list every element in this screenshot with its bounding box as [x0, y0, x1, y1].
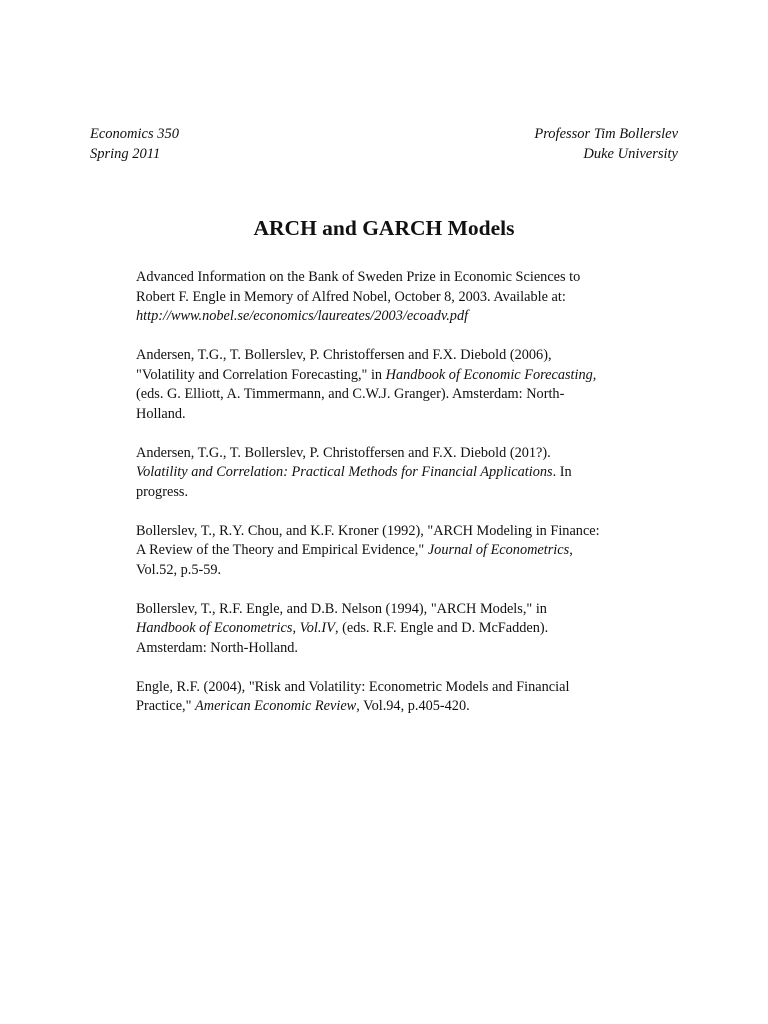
reference-text: A Review of the Theory and Empirical Evidence,": [136, 542, 428, 558]
institution-name: Duke University: [583, 146, 678, 162]
reference-text: Andersen, T.G., T. Bollerslev, P. Christoffersen and F.X. Diebold (201?).: [136, 444, 551, 461]
reference-text: Vol.52, p.5-59.: [136, 561, 222, 578]
course-name: Economics 350: [90, 126, 179, 142]
reference-text: Robert F. Engle in Memory of Alfred Nobel, October 8, 2003. Available at:: [136, 288, 566, 305]
reference-italic-text: Journal of Econometrics: [427, 542, 570, 558]
reference-line: [136, 366, 676, 386]
reference-text: Amsterdam: North-Holland.: [136, 639, 298, 656]
course-term: Spring 2011: [90, 146, 161, 162]
reference-text: Advanced Information on the Bank of Sweden Prize in Economic Sciences to: [136, 269, 581, 285]
reference-line: [136, 678, 676, 698]
reference-italic-text: Handbook of Economic Forecasting: [385, 366, 593, 383]
reference-line: [136, 561, 676, 581]
instructor-info: [534, 124, 678, 164]
reference-text: Bollerslev, T., R.F. Engle, and D.B. Nelson (1994), "ARCH Models," in: [136, 600, 547, 617]
reference-line: [136, 268, 676, 288]
reference-line: [136, 405, 676, 425]
reference-italic-text: American Economic Review: [195, 698, 357, 714]
reference-italic-text: http://www.nobel.se/economics/laureates/2003/ecoadv.pdf: [136, 308, 469, 324]
reference-line: [136, 288, 676, 308]
reference-text: Practice,": [136, 698, 196, 714]
reference-text: Engle, R.F. (2004), "Risk and Volatility: Econometric Models and Financial: [136, 678, 570, 695]
reference-list: [136, 268, 676, 736]
reference-line: [136, 619, 676, 639]
reference-line: [136, 600, 676, 620]
reference-text: , Vol.94, p.405-420.: [356, 698, 470, 714]
course-info: [90, 124, 179, 164]
reference-text: Holland.: [136, 405, 186, 422]
reference-line: [136, 697, 676, 717]
reference-line: [136, 346, 676, 366]
reference-entry: [136, 268, 676, 327]
reference-entry: [136, 346, 676, 424]
reference-text: "Volatility and Correlation Forecasting," in: [136, 366, 386, 383]
reference-text: , (eds. R.F. Engle and D. McFadden).: [334, 620, 549, 636]
instructor-name: Professor Tim Bollerslev: [534, 126, 678, 142]
reference-line: [136, 463, 676, 483]
reference-text: Bollerslev, T., R.Y. Chou, and K.F. Kroner (1992), "ARCH Modeling in Finance:: [136, 522, 600, 539]
reference-entry: [136, 600, 676, 659]
reference-line: [136, 541, 676, 561]
reference-text: (eds. G. Elliott, A. Timmermann, and C.W.J. Granger). Amsterdam: North-: [136, 386, 565, 402]
reference-text: ,: [592, 366, 597, 383]
reference-entry: [136, 678, 676, 717]
reference-entry: [136, 522, 676, 581]
reference-entry: [136, 444, 676, 503]
reference-line: [136, 522, 676, 542]
reference-text: progress.: [136, 483, 189, 500]
document-title: ARCH and GARCH Models: [253, 216, 515, 240]
reference-line: [136, 385, 676, 405]
reference-text: Andersen, T.G., T. Bollerslev, P. Christoffersen and F.X. Diebold (2006),: [136, 347, 552, 363]
reference-line: [136, 444, 676, 464]
reference-italic-text: Volatility and Correlation: Practical Methods for Financial Applications: [136, 464, 553, 480]
reference-italic-text: Handbook of Econometrics, Vol.IV: [136, 620, 335, 636]
reference-line: [136, 639, 676, 659]
reference-line: [136, 483, 676, 503]
reference-text: . In: [552, 464, 572, 480]
reference-text: ,: [569, 542, 573, 558]
reference-line: [136, 307, 676, 327]
